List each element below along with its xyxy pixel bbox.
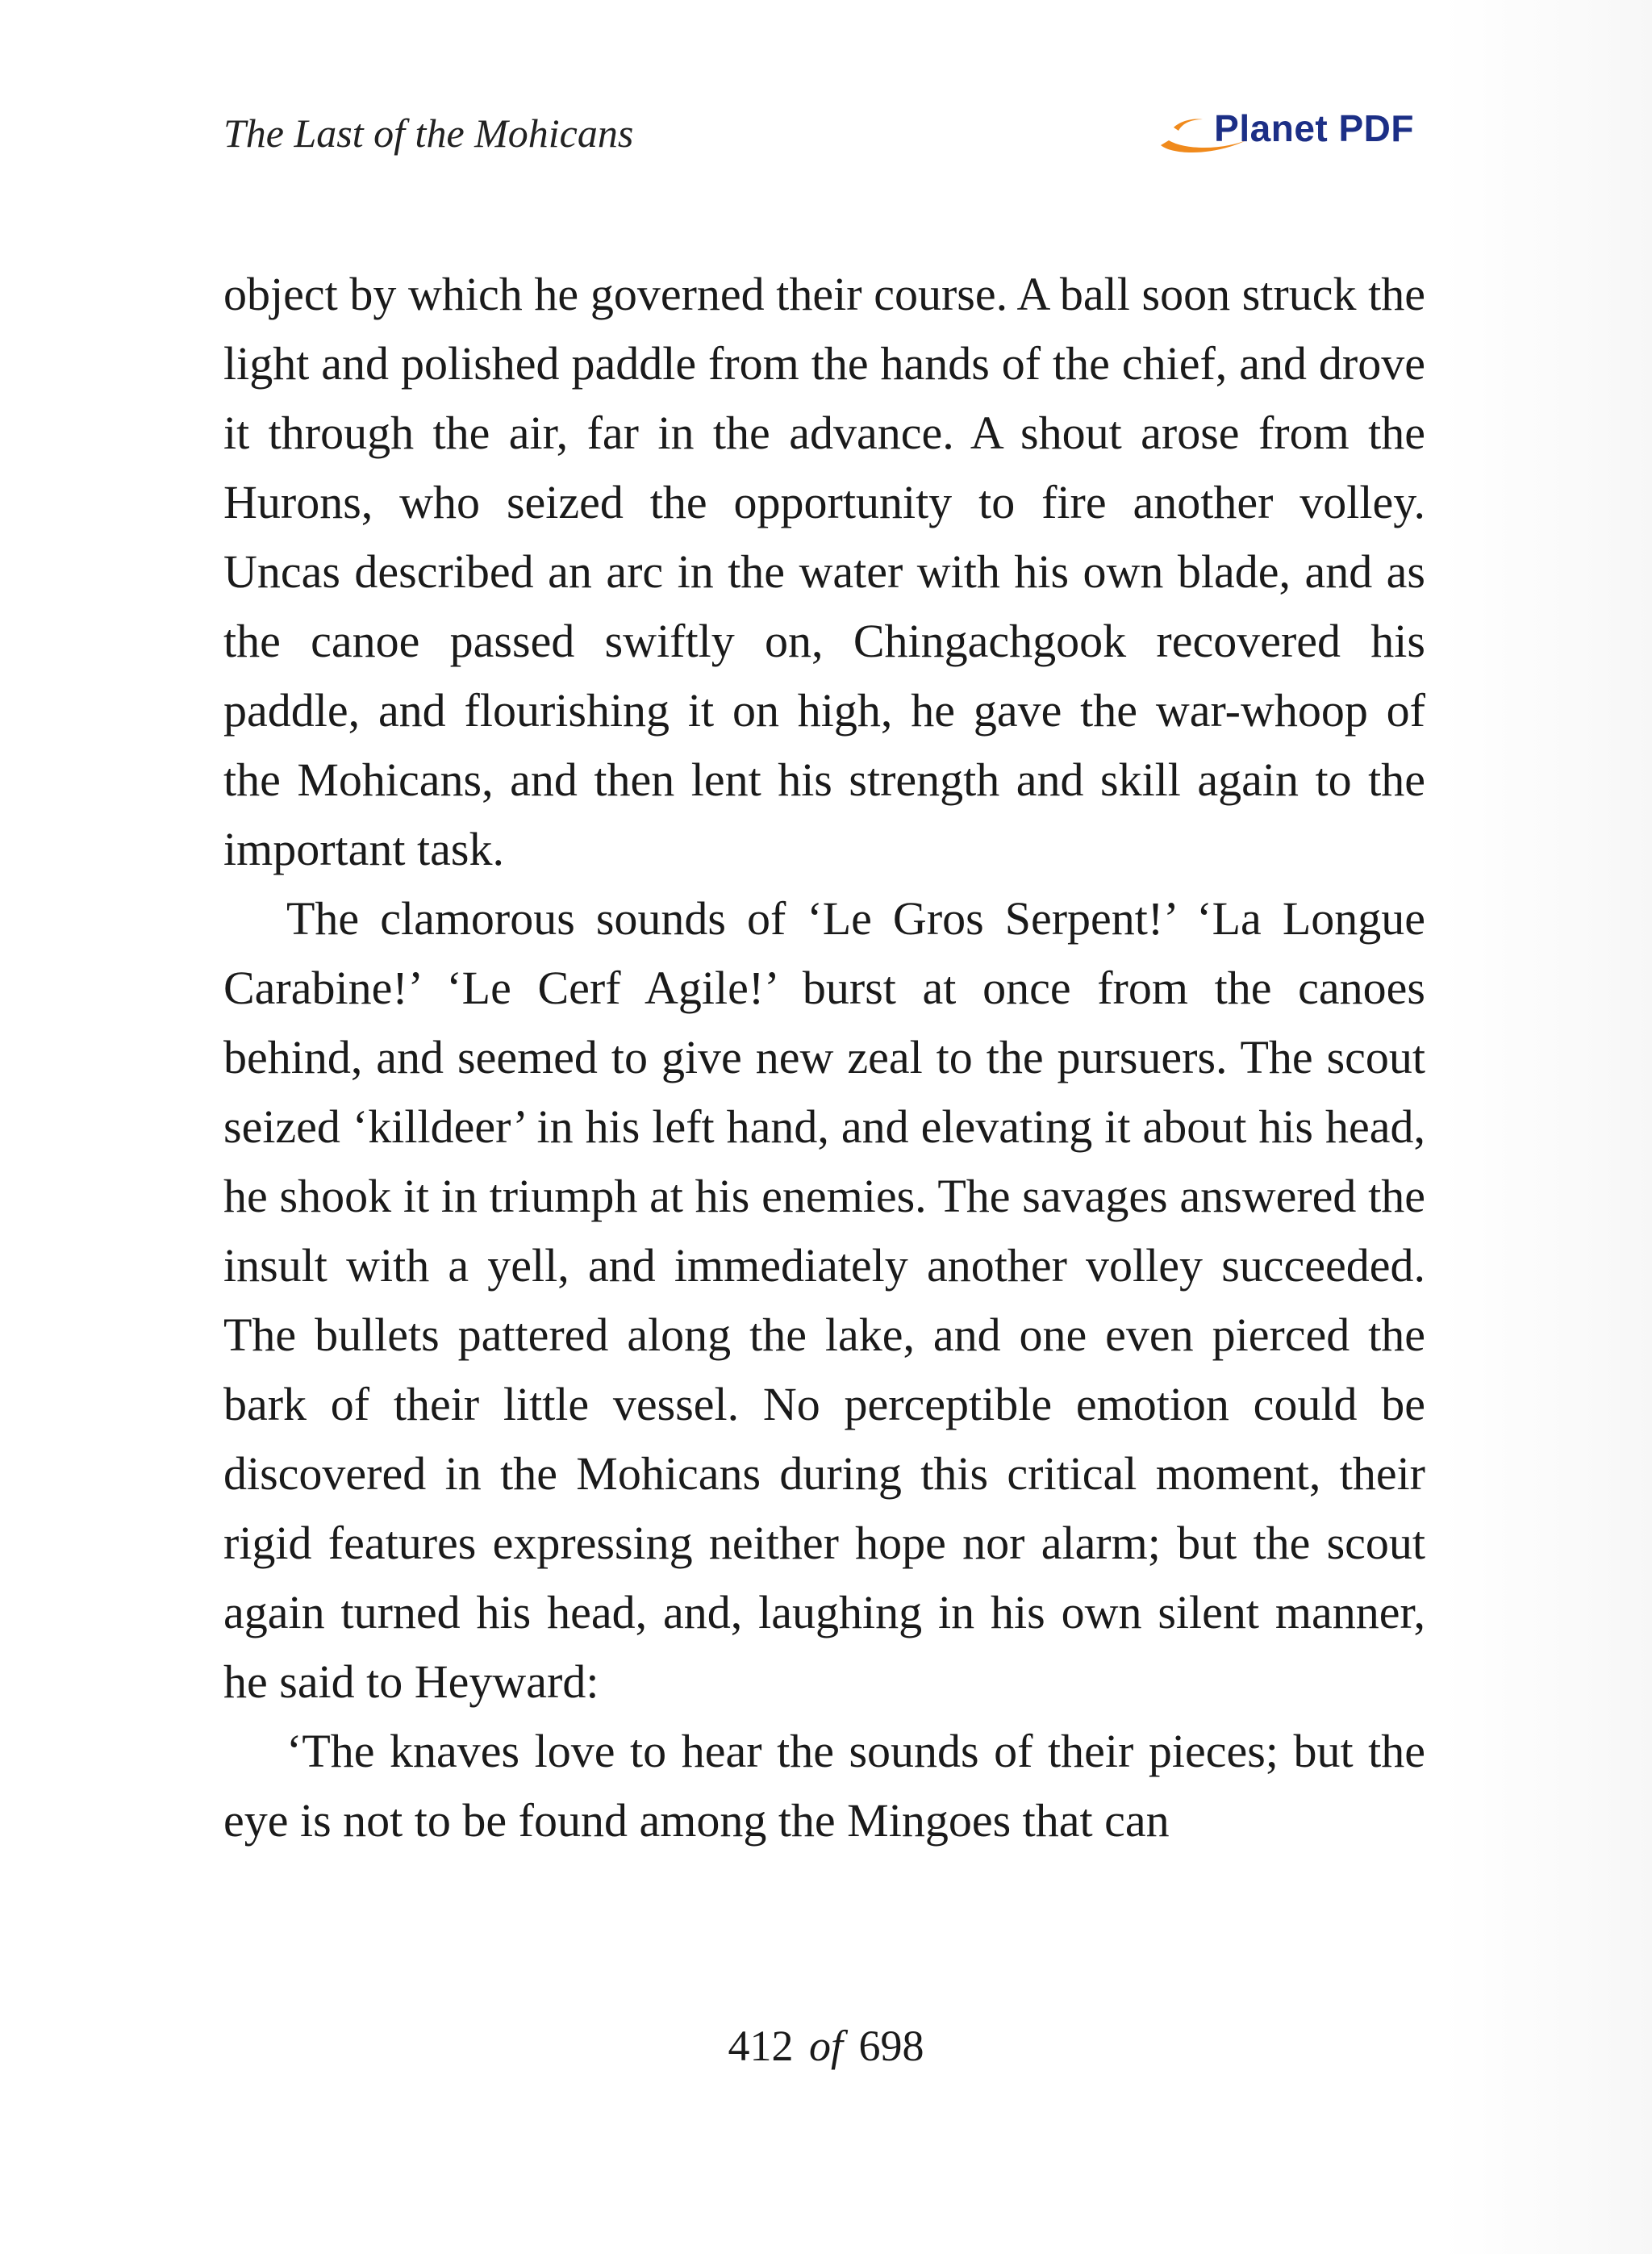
body-text	[223, 260, 1425, 1855]
page-edge-shade	[1442, 0, 1652, 2254]
paragraph: object by which he governed their course. A ball soon struck the light and polished paddle from the hands of the chief, and drove it through the air, far in the advance. A shout arose from the Hurons, who seized the opportunity to fire another volley. Uncas described an arc in the water with his own blade, and as the canoe passed swiftly on, Chingachgook recovered his paddle, and flourishing it on high, he gave the war-whoop of the Mohicans, and then lent his strength and skill again to the important task.	[223, 268, 1425, 875]
book-title: The Last of the Mohicans	[223, 111, 634, 156]
paragraph: ‘The knaves love to hear the sounds of their pieces; but the eye is not to be found among the Mingoes that can	[223, 1725, 1425, 1847]
planet-pdf-logo[interactable]	[1156, 103, 1414, 168]
page-header	[223, 103, 1425, 168]
total-pages: 698	[858, 2022, 924, 2070]
paragraph: The clamorous sounds of ‘Le Gros Serpent!’ ‘La Longue Carabine!’ ‘Le Cerf Agile!’ burst at once from the canoes behind, and seemed to give new zeal to the pursuers. The scout seized ‘killdeer’ in his left hand, and elevating it about his head, he shook it in triumph at his enemies. The savages answered the insult with a yell, and immediately another volley succeeded. The bullets pattered along the lake, and one even pierced the bark of their little vessel. No perceptible emotion could be discovered in the Mohicans during this critical moment, their rigid features expressing neither hope nor alarm; but the scout again turned his head, and, laughing in his own silent manner, he said to Heyward:	[223, 892, 1425, 1708]
page-number	[0, 2021, 1652, 2071]
brand-name: Planet PDF	[1214, 107, 1414, 149]
page-of-word: of	[808, 2022, 843, 2070]
current-page: 412	[728, 2022, 794, 2070]
